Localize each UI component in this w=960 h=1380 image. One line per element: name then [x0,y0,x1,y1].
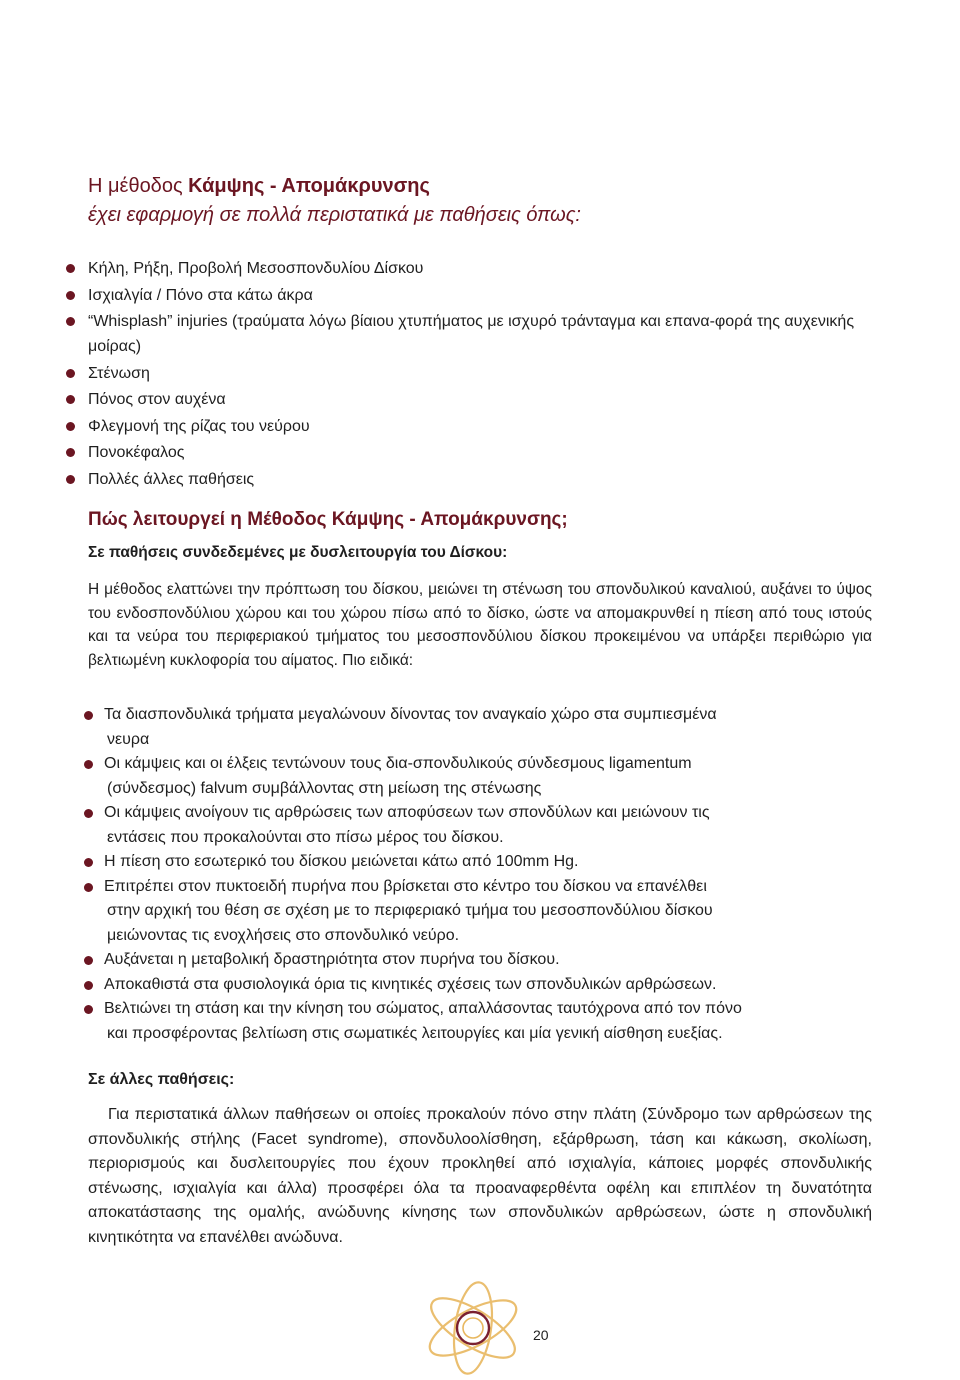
list-item [66,467,886,492]
list-item-text: Ισχιαλγία / Πόνο στα κάτω άκρα [88,286,313,304]
list-item [84,948,884,973]
page-number: 20 [533,1327,549,1343]
list-item-line: Αποκαθιστά στα φυσιολογικά όρια τις κινητικές σχέσεις των σπονδυλικών αρθρώσεων. [104,975,717,993]
conditions-list [66,256,886,493]
list-item [84,997,884,1046]
list-item [66,440,886,465]
atom-logo-icon [413,1270,533,1380]
bullet-icon [66,317,75,326]
list-item-text: Κήλη, Ρήξη, Προβολή Μεσοσπονδυλίου Δίσκου [88,260,424,277]
bullet-icon [66,291,75,300]
bullet-icon [66,422,75,431]
list-item-line: εντάσεις που προκαλούνται στο πίσω μέρος του δίσκου. [107,828,504,846]
list-item-line: Οι κάμψεις και οι έλξεις τεντώνουν τους δια-σπονδυλικούς σύνδεσμους ligamentum [104,755,692,772]
list-item [84,703,884,752]
list-item-text: “Whisplash” injuries (τραύματα λόγω βίαιου χτυπήματος με ισχυρό τράνταγμα και επανα-φορά της αυχενικής μοίρας) [88,313,855,355]
bullet-icon [66,395,75,404]
bullet-icon [84,883,93,892]
list-item [84,801,884,850]
list-item [66,361,886,386]
page-title [88,175,430,198]
bullet-icon [84,1005,93,1014]
list-item-line: Αυξάνεται η μεταβολική δραστηριότητα στον πυρήνα του δίσκου. [104,951,560,968]
list-item-line: και προσφέροντας βελτίωση στις σωματικές λειτουργίες και μία γενική αίσθηση ευεξίας. [107,1024,723,1042]
other-conditions-paragraph: Για περιστατικά άλλων παθήσεων οι οποίες προκαλούν πόνο στην πλάτη (Σύνδρομο των αρθρώσεων της σπονδυλικής στήλης (Facet syndrome), σπονδυλοολίσθηση, εξάρθρωση, τάση και κάκωση, σκολίωση, περιορισμούς και δυσλειτουργίες που έχουν προκληθεί από ισχιαλγία, κάποιες μορφές σπονδυλικής στένωσης, ισχιαλγία και άλλα) προσφέρει όλα τα προαναφερθέντα οφέλη και επιπλέον τη δυνατότητα αποκατάστασης της ομαλής, ανώδυνης κίνησης των σπονδυλικών αρθρώσεων, ώστε η σπονδυλική κινητικότητα να επανέλθει ανώδυνα. [88,1106,872,1246]
bullet-icon [66,475,75,484]
list-item [66,309,886,359]
list-item-line: (σύνδεσμος) falvum συμβάλλοντας στη μείωση της στένωσης [107,779,542,797]
list-item-line: Τα διασπονδυλικά τρήματα μεγαλώνουν δίνοντας τον αναγκαίο χώρο στα συμπιεσμένα [104,706,717,723]
list-item-line: στην αρχική του θέση σε σχέση με το περιφεριακό τμήμα του μεσοσπονδύλιου δίσκου [107,902,713,919]
other-conditions-heading: Σε άλλες παθήσεις: [88,1071,235,1088]
list-item-line: Οι κάμψεις ανοίγουν τις αρθρώσεις των αποφύσεων των σπονδύλων και μειώνουν τις [104,804,710,821]
list-item-text: Πόνος στον αυχένα [88,391,226,408]
list-item [66,387,886,412]
list-item-text: Φλεγμονή της ρίζας του νεύρου [88,417,310,435]
page-subtitle: έχει εφαρμογή σε πολλά περιστατικά με παθήσεις όπως: [88,204,581,226]
list-item [84,850,884,875]
how-it-works-heading: Πώς λειτουργεί η Μέθοδος Κάμψης - Απομάκρυνσης; [88,509,568,530]
list-item [84,752,884,801]
list-item-line: μειώνοντας τις ενοχλήσεις στο σπονδυλικό νεύρο. [107,926,460,944]
list-item [66,283,886,308]
list-item-text: Στένωση [88,364,150,382]
list-item-line: Επιτρέπει στον πυκτοειδή πυρήνα που βρίσκεται στο κέντρο του δίσκου να επανέλθει [104,877,707,895]
bullet-icon [84,711,93,720]
bullet-icon [66,264,75,273]
method-description-paragraph: Η μέθοδος ελαττώνει την πρόπτωση του δίσκου, μειώνει τη στένωση του σπονδυλικού καναλιού, αυξάνει το ύψος του ενδοσπονδύλιου χώρου και του χώρου πίσω από το δίσκο, ώστε να απομακρυνθεί η πίεση από τους ιστούς και τα νεύρα του περιφεριακού τμήματος του μεσοσπονδύλιου δίσκου προκειμένου να υπάρξει περιθώριο για βελτιωμένη κυκλοφορία του αίματος. Πιο ειδικά: [88,581,872,669]
list-item [84,973,884,998]
bullet-icon [66,369,75,378]
list-item-line: Η πίεση στο εσωτερικό του δίσκου μειώνεται κάτω από 100mm Hg. [104,853,579,870]
list-item-line: Βελτιώνει τη στάση και την κίνηση του σώματος, απαλλάσοντας ταυτόχρονα από τον πόνο [104,1000,742,1017]
bullet-icon [84,809,93,818]
title-prefix: Η μέθοδος [88,175,189,197]
bullet-icon [84,981,93,990]
list-item [66,256,886,281]
list-item-line: νευρα [107,730,150,748]
list-item [66,414,886,439]
list-item-text: Πολλές άλλες παθήσεις [88,470,255,488]
mechanism-list [84,703,884,1046]
bullet-icon [84,858,93,867]
disc-conditions-subheading: Σε παθήσεις συνδεδεμένες με δυσλειτουργία του Δίσκου: [88,544,508,561]
bullet-icon [84,956,93,965]
bullet-icon [66,448,75,457]
title-method-name: Κάμψης - Απομάκρυνσης [188,175,430,197]
list-item-text: Πονοκέφαλος [88,444,185,461]
list-item [84,875,884,949]
bullet-icon [84,760,93,769]
